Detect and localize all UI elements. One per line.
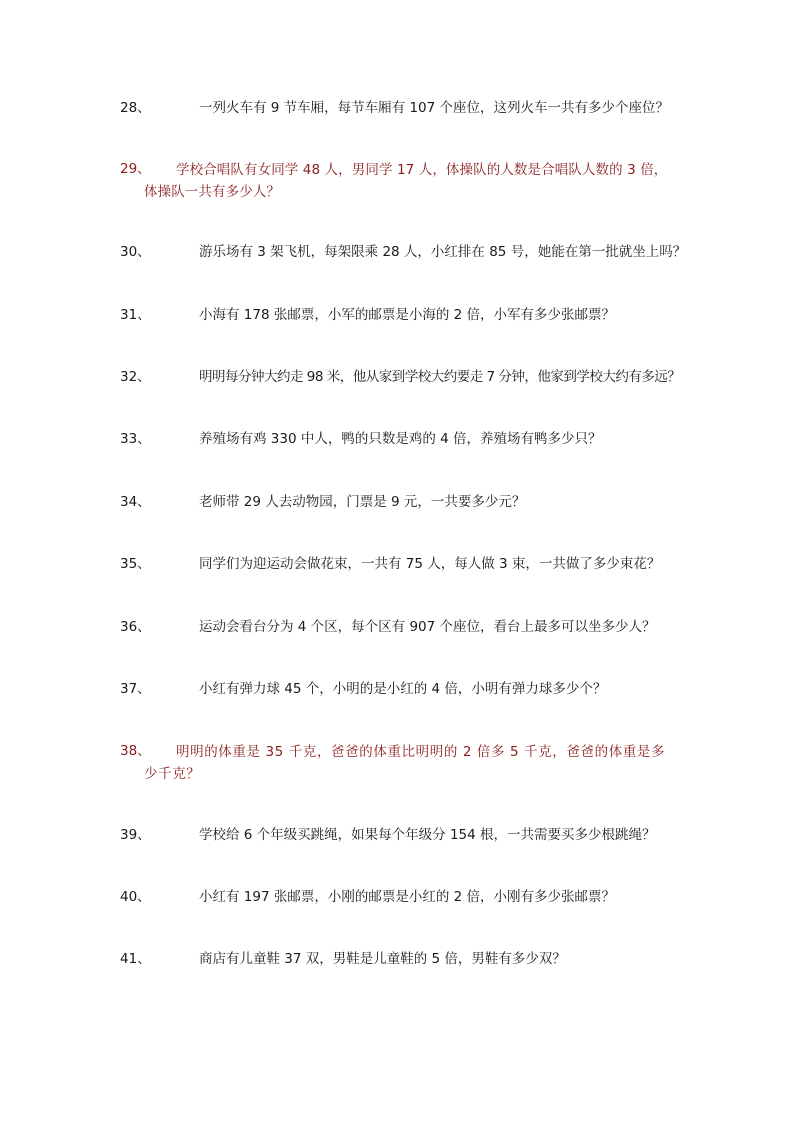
question-text: 小红有 197 张邮票，小刚的邮票是小红的 2 倍，小刚有多少张邮票？: [199, 889, 616, 905]
question-text: 学校给 6 个年级买跳绳，如果每个年级分 154 根，一共需要买多少根跳绳？: [199, 827, 656, 843]
question-number: 40、: [120, 889, 151, 905]
question-text: 明明的体重是 35 千克，爸爸的体重比明明的 2 倍多 5 千克，爸爸的体重是多少千克？: [144, 744, 666, 782]
question-text: 同学们为迎运动会做花束，一共有 75 人，每人做 3 束，一共做了多少束花？: [199, 556, 661, 572]
question-number: 32、: [120, 369, 151, 385]
question-40: [120, 887, 680, 907]
question-text: 游乐场有 3 架飞机，每架限乘 28 人，小红排在 85 号，她能在第一批就坐上吗？: [199, 244, 687, 260]
question-number: 30、: [120, 244, 151, 260]
question-36: [120, 617, 680, 637]
question-37: [120, 679, 680, 699]
question-text: 运动会看台分为 4 个区，每个区有 907 个座位，看台上最多可以坐多少人？: [199, 619, 656, 635]
question-32: [120, 367, 680, 387]
question-number: 38、: [120, 743, 151, 759]
question-31: [120, 305, 680, 325]
question-number: 36、: [120, 619, 151, 635]
question-text: 商店有儿童鞋 37 双，男鞋是儿童鞋的 5 倍，男鞋有多少双？: [199, 951, 566, 967]
question-41: [120, 949, 680, 969]
question-number: 35、: [120, 556, 151, 572]
question-39: [120, 825, 680, 845]
question-number: 34、: [120, 494, 151, 510]
question-34: [120, 492, 680, 512]
question-number: 37、: [120, 681, 151, 697]
question-number: 31、: [120, 307, 151, 323]
question-28: [120, 98, 680, 118]
question-text: 养殖场有鸡 330 中人，鸭的只数是鸡的 4 倍，养殖场有鸭多少只？: [199, 431, 602, 447]
question-text: 明明每分钟大约走 98 米，他从家到学校大约要走 7 分钟，他家到学校大约有多远？: [199, 369, 681, 385]
question-text: 小红有弹力球 45 个，小明的是小红的 4 倍，小明有弹力球多少个？: [199, 681, 607, 697]
question-35: [120, 554, 680, 574]
question-number: 39、: [120, 827, 151, 843]
question-33: [120, 429, 680, 449]
question-38: [120, 741, 676, 785]
question-29: [120, 159, 676, 203]
question-text: 学校合唱队有女同学 48 人，男同学 17 人，体操队的人数是合唱队人数的 3 倍，体操队一共有多少人？: [144, 162, 668, 200]
question-number: 33、: [120, 431, 151, 447]
question-number: 29、: [120, 161, 151, 177]
question-text: 小海有 178 张邮票，小军的邮票是小海的 2 倍，小军有多少张邮票？: [199, 307, 616, 323]
question-text: 老师带 29 人去动物园，门票是 9 元，一共要多少元？: [199, 494, 526, 510]
question-text: 一列火车有 9 节车厢，每节车厢有 107 个座位，这列火车一共有多少个座位？: [199, 100, 670, 116]
question-number: 28、: [120, 100, 151, 116]
question-number: 41、: [120, 951, 151, 967]
question-30: [120, 242, 687, 262]
